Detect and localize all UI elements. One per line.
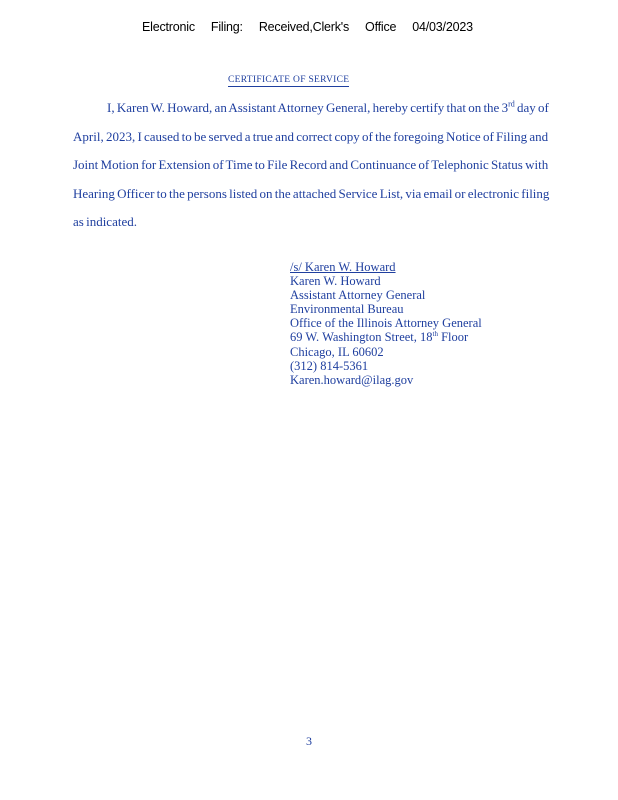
signature-line: /s/ Karen W. Howard [290,260,396,274]
address-suffix: th [432,330,438,339]
signer-address [290,330,482,344]
address-a: 69 W. Washington Street, 18 [290,330,433,345]
electronic-filing-stamp [142,20,473,34]
signer-bureau: Environmental Bureau [290,302,404,317]
signer-phone: (312) 814-5361 [290,358,369,373]
certificate-title: CERTIFICATE OF SERVICE [228,75,350,85]
signature-block [290,260,482,387]
body-text-b: day of April, 2023, I caused to be served a true and correct copy of the foregoing Notice of Filing and Joint Motion for Extension of Time to File Record and Continuance of Telephonic Status with Hearing Officer to the persons listed on the attached Service List, via email or electronic filing as indicated. [73,100,550,229]
ordinal-suffix: rd [508,99,515,109]
signer-title: Assistant Attorney General [290,288,426,303]
signer-email: Karen.howard@ilag.gov [290,372,414,387]
stamp-date: 04/03/2023 [412,20,473,34]
signer-office: Office of the Illinois Attorney General [290,316,482,331]
stamp-part4: Office [365,20,397,34]
page-number: 3 [306,734,312,748]
stamp-part3: Received,Clerk's [258,20,350,34]
signer-city: Chicago, IL 60602 [290,344,384,359]
stamp-part2: Filing: [210,20,243,34]
address-b: Floor [437,330,469,345]
signer-name: Karen W. Howard [290,274,381,289]
stamp-part1: Electronic [142,20,195,34]
body-text-a: I, Karen W. Howard, an Assistant Attorney General, hereby certify that on the 3 [107,100,509,115]
certification-paragraph [73,94,551,237]
